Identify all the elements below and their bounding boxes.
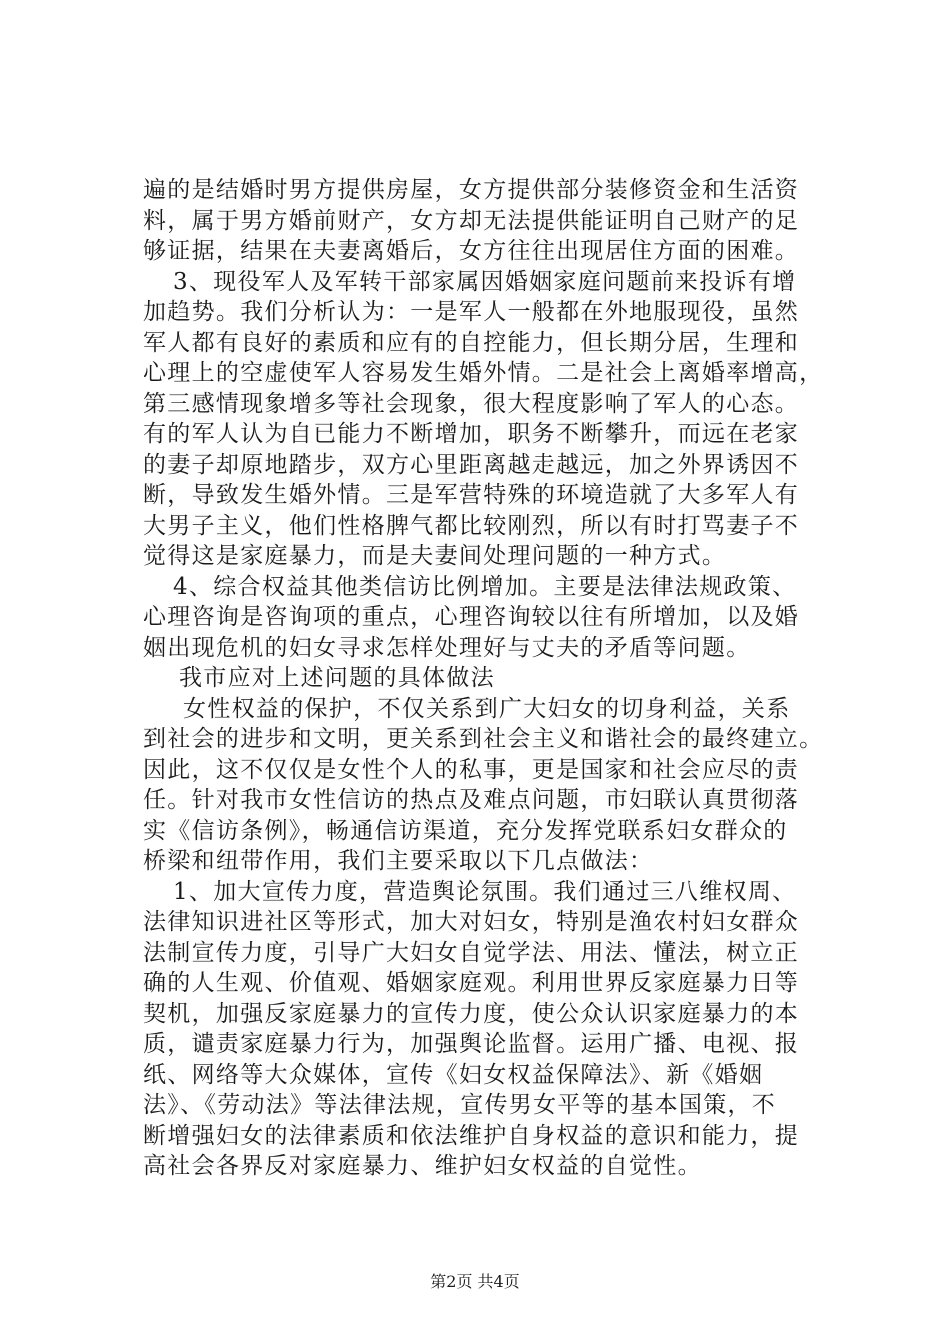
text-line: 4、综合权益其他类信访比例增加。主要是法律法规政策、 <box>173 573 797 600</box>
text-line: 高社会各界反对家庭暴力、维护妇女权益的自觉性。 <box>143 1153 702 1179</box>
text-line: 军人都有良好的素质和应有的自控能力，但长期分居，生理和 <box>143 329 800 356</box>
text-line: 心理上的空虚使军人容易发生婚外情。二是社会上离婚率增高， <box>143 360 824 386</box>
text-line: 我市应对上述问题的具体做法 <box>179 665 495 691</box>
text-line: 法制宣传力度，引导广大妇女自觉学法、用法、懂法，树立正 <box>143 939 800 966</box>
text-line: 有的军人认为自已能力不断增加，职务不断攀升，而远在老家 <box>143 421 800 447</box>
text-line: 法》、《劳动法》等法律法规，宣传男女平等的基本国策，不 <box>143 1092 777 1118</box>
text-line: 姻出现危机的妇女寻求怎样处理好与丈夫的矛盾等问题。 <box>143 634 751 661</box>
text-line: 够证据，结果在夫妻离婚后，女方往往出现居住方面的困难。 <box>143 238 800 264</box>
text-line: 因此，这不仅仅是女性个人的私事，更是国家和社会应尽的责 <box>143 756 800 783</box>
text-line: 确的人生观、价值观、婚姻家庭观。利用世界反家庭暴力日等 <box>143 970 800 996</box>
text-line: 第三感情现象增多等社会现象，很大程度影响了军人的心态。 <box>143 390 800 417</box>
page-footer: 第2页 共4页 <box>430 1272 520 1291</box>
text-line: 纸、网络等大众媒体，宣传《妇女权益保障法》、新《婚姻 <box>143 1061 764 1088</box>
text-line: 3、现役军人及军转干部家属因婚姻家庭问题前来投诉有增 <box>173 268 797 295</box>
text-line: 加趋势。我们分析认为：一是军人一般都在外地服现役，虽然 <box>143 299 800 325</box>
text-line: 料，属于男方婚前财产，女方却无法提供能证明自己财产的足 <box>143 207 800 234</box>
text-line: 契机，加强反家庭暴力的宣传力度，使公众认识家庭暴力的本 <box>143 1000 800 1027</box>
text-line: 心理咨询是咨询项的重点，心理咨询较以往有所增加，以及婚 <box>143 604 800 630</box>
text-line: 实《信访条例》，畅通信访渠道，充分发挥党联系妇女群众的 <box>143 817 788 844</box>
text-line: 桥梁和纽带作用，我们主要采取以下几点做法： <box>143 848 654 874</box>
text-line: 遍的是结婚时男方提供房屋，女方提供部分装修资金和生活资 <box>143 177 800 203</box>
text-line: 大男子主义，他们性格脾气都比较刚烈，所以有时打骂妻子不 <box>143 512 800 539</box>
text-line: 到社会的进步和文明，更关系到社会主义和谐社会的最终建立。 <box>143 726 824 752</box>
text-line: 觉得这是家庭暴力，而是夫妻间处理问题的一种方式。 <box>143 543 727 569</box>
text-line: 法律知识进社区等形式，加大对妇女，特别是渔农村妇女群众 <box>143 909 800 935</box>
document-body <box>143 175 843 1182</box>
text-line: 任。针对我市女性信访的热点及难点问题，市妇联认真贯彻落 <box>143 787 800 813</box>
text-line: 断，导致发生婚外情。三是军营特殊的环境造就了大多军人有 <box>143 482 800 508</box>
text-line: 1、加大宣传力度，营造舆论氛围。我们通过三八维权周、 <box>173 878 797 905</box>
text-line: 的妻子却原地踏步，双方心里距离越走越远，加之外界诱因不 <box>143 451 800 478</box>
text-line: 质，谴责家庭暴力行为，加强舆论监督。运用广播、电视、报 <box>143 1031 800 1057</box>
text-line: 女性权益的保护，不仅关系到广大妇女的切身利益，关系 <box>183 695 791 722</box>
text-line: 断增强妇女的法律素质和依法维护自身权益的意识和能力，提 <box>143 1122 800 1149</box>
